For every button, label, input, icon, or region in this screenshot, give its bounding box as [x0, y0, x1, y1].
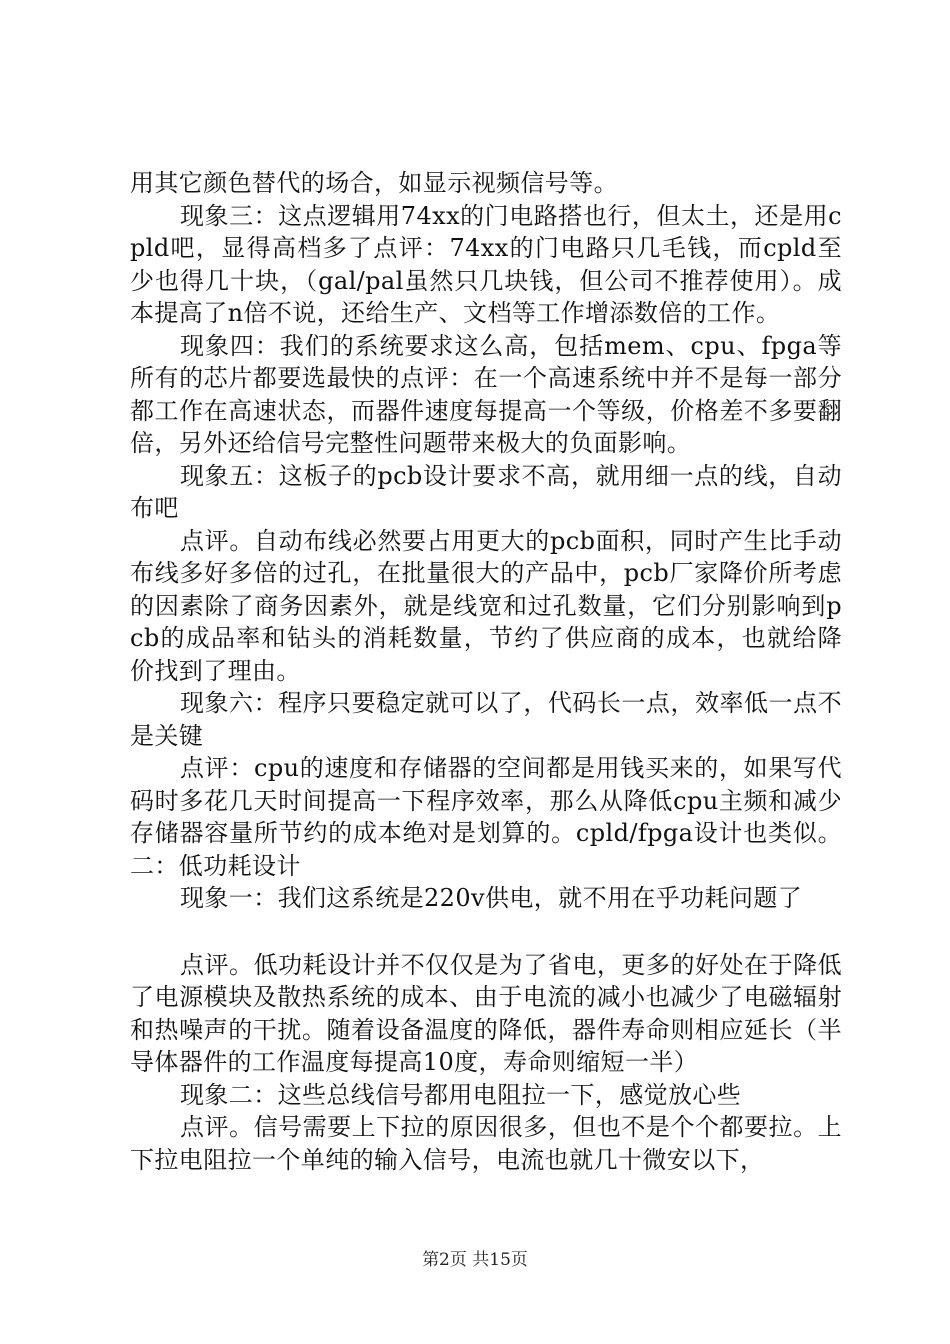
paragraph-3: 现象四：我们的系统要求这么高，包括mem、cpu、fpga等所有的芯片都要选最快的点评：在一个高速系统中并不是每一部分都工作在高速状态，而器件速度每提高一个等级，价格差不多要翻倍，另外还给信号完整性问题带来极大的负面影响。 [130, 331, 842, 457]
paragraph-8: 现象一：我们这系统是220v供电，就不用在乎功耗问题了 [180, 884, 803, 912]
paragraph-11: 点评。信号需要上下拉的原因很多，但也不是个个都要拉。上下拉电阻拉一个单纯的输入信号，电流也就几十微安以下， [130, 1113, 842, 1174]
paragraph-5: 点评。自动布线必然要占用更大的pcb面积，同时产生比手动布线多好多倍的过孔，在批量很大的产品中，pcb厂家降价所考虑的因素除了商务因素外，就是线宽和过孔数量，它们分别影响到pcb的成品率和钻头的消耗数量，节约了供应商的成本，也就给降价找到了理由。 [130, 526, 842, 685]
paragraph-6: 现象六：程序只要稳定就可以了，代码长一点，效率低一点不是关键 [130, 689, 842, 750]
paragraph-spacer [130, 915, 842, 949]
paragraph-7: 点评：cpu的速度和存储器的空间都是用钱买来的，如果写代码时多花几天时间提高一下程序效率，那么从降低cpu主频和减少存储器容量所节约的成本绝对是划算的。cpld/fpga设计也类似。二：低功耗设计 [130, 754, 842, 880]
page-footer: 第2页 共15页 [422, 1250, 528, 1270]
paragraph-10: 现象二：这些总线信号都用电阻拉一下，感觉放心些 [180, 1080, 742, 1109]
paragraph-1: 用其它颜色替代的场合，如显示视频信号等。 [130, 169, 618, 197]
paragraph-4: 现象五：这板子的pcb设计要求不高，就用细一点的线，自动布吧 [130, 461, 842, 522]
body-text [130, 167, 842, 1176]
paragraph-9: 点评。低功耗设计并不仅仅是为了省电，更多的好处在于降低了电源模块及散热系统的成本、由于电流的减小也减少了电磁辐射和热噪声的干扰。随着设备温度的降低，器件寿命则相应延长（半导体器件的工作温度每提高10度，寿命则缩短一半） [130, 950, 842, 1076]
paragraph-2: 现象三：这点逻辑用74xx的门电路搭也行，但太土，还是用cpld吧，显得高档多了点评：74xx的门电路只几毛钱，而cpld至少也得几十块，（gal/pal虽然只几块钱，但公司不推荐使用）。成本提高了n倍不说，还给生产、文档等工作增添数倍的工作。 [130, 201, 842, 327]
